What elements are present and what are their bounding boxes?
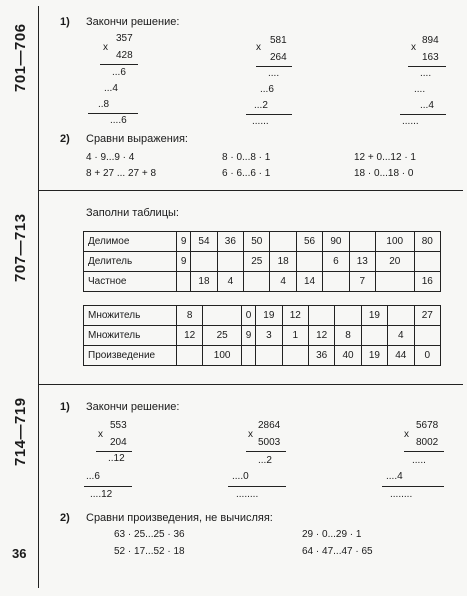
rule <box>382 486 444 487</box>
table-row <box>84 306 441 326</box>
left-rule <box>38 6 39 588</box>
table-cell <box>177 346 203 366</box>
partial-1: .... <box>268 68 280 79</box>
table-cell: 18 <box>270 252 296 272</box>
partial-1: ..12 <box>108 453 125 464</box>
table-cell: 19 <box>361 346 387 366</box>
multiply-sign: x <box>248 429 253 440</box>
comparison: 64 · 47...47 · 65 <box>302 546 373 557</box>
product: ....12 <box>90 489 113 500</box>
product: ...... <box>252 116 269 127</box>
table-cell <box>203 306 242 326</box>
table-cell <box>361 326 387 346</box>
task-number: 1) <box>60 401 70 413</box>
section-range-1: 701—706 <box>12 23 29 92</box>
table-cell: 36 <box>217 232 243 252</box>
multiplier: 428 <box>116 50 133 61</box>
table-row <box>84 252 441 272</box>
multiplier: 264 <box>270 52 287 63</box>
partial-2: ...4 <box>104 83 118 94</box>
product: ....6 <box>110 115 127 126</box>
table-cell: 9 <box>177 252 191 272</box>
table-row <box>84 326 441 346</box>
row-header: Делитель <box>84 252 177 272</box>
table-cell: 14 <box>296 272 322 292</box>
rule <box>84 486 132 487</box>
partial-3: ..8 <box>98 99 110 110</box>
table-cell: 100 <box>376 232 415 252</box>
rule <box>246 451 286 452</box>
multiply-sign: x <box>256 42 261 53</box>
multiplicand: 5678 <box>416 420 439 431</box>
table-row <box>84 346 441 366</box>
division-table <box>83 231 441 292</box>
rule <box>400 114 446 115</box>
table-cell: 18 <box>191 272 217 292</box>
table-cell <box>241 346 255 366</box>
rule <box>228 486 286 487</box>
table-cell: 7 <box>349 272 375 292</box>
multiplicand: 581 <box>270 35 287 46</box>
row-header: Множитель <box>84 326 177 346</box>
task-title: Закончи решение: <box>86 16 180 28</box>
multiplicand: 894 <box>422 35 439 46</box>
table-cell: 40 <box>335 346 361 366</box>
table-cell: 19 <box>256 306 282 326</box>
comparison: 8 + 27 ... 27 + 8 <box>86 168 157 179</box>
table-cell: 8 <box>177 306 203 326</box>
table-cell: 90 <box>323 232 349 252</box>
page-number: 36 <box>12 546 27 561</box>
table-cell: 27 <box>414 306 440 326</box>
partial-2: ...6 <box>260 84 274 95</box>
table-cell <box>256 346 282 366</box>
rule <box>100 64 138 65</box>
table-cell: 80 <box>414 232 440 252</box>
comparison: 6 · 6...6 · 1 <box>222 168 271 179</box>
partial-2: .... <box>414 84 426 95</box>
partial-1: ...6 <box>112 67 126 78</box>
row-header: Частное <box>84 272 177 292</box>
table-cell: 54 <box>191 232 217 252</box>
multiply-sign: x <box>411 42 416 53</box>
table-cell: 20 <box>376 252 415 272</box>
divider-1 <box>38 190 463 191</box>
task-number: 2) <box>60 512 70 524</box>
rule <box>96 451 132 452</box>
comparison: 52 · 17...52 · 18 <box>114 546 185 557</box>
partial-1: ...2 <box>258 455 272 466</box>
section-range-3: 714—719 <box>12 397 29 466</box>
table-cell: 56 <box>296 232 322 252</box>
table-cell: 25 <box>244 252 270 272</box>
table-cell <box>296 252 322 272</box>
table-cell: 9 <box>241 326 255 346</box>
table-cell: 25 <box>203 326 242 346</box>
rule <box>256 66 292 67</box>
table-cell: 50 <box>244 232 270 252</box>
divider-2 <box>38 384 463 385</box>
comparison: 63 · 25...25 · 36 <box>114 529 185 540</box>
table-cell <box>308 306 334 326</box>
partial-3: ...4 <box>420 100 434 111</box>
table-row <box>84 272 441 292</box>
row-header: Множитель <box>84 306 177 326</box>
comparison: 12 + 0...12 · 1 <box>354 152 416 163</box>
multiply-sign: x <box>404 429 409 440</box>
table-cell: 12 <box>308 326 334 346</box>
table-cell <box>270 232 296 252</box>
comparison: 18 · 0...18 · 0 <box>354 168 414 179</box>
table-cell: 44 <box>388 346 414 366</box>
rule <box>404 451 444 452</box>
table-cell: 16 <box>414 272 440 292</box>
table-cell: 6 <box>323 252 349 272</box>
multiplier: 8002 <box>416 437 439 448</box>
table-cell: 19 <box>361 306 387 326</box>
rule <box>88 113 138 114</box>
multiplicand: 2864 <box>258 420 281 431</box>
partial-2: ....4 <box>386 471 403 482</box>
comparison: 29 · 0...29 · 1 <box>302 529 362 540</box>
product: ........ <box>390 489 413 500</box>
multiply-sign: x <box>98 429 103 440</box>
product: ........ <box>236 489 259 500</box>
table-cell <box>282 346 308 366</box>
task-title: Сравни выражения: <box>86 133 188 145</box>
partial-1: ..... <box>412 455 426 466</box>
table-cell: 100 <box>203 346 242 366</box>
table-cell: 4 <box>270 272 296 292</box>
table-cell: 0 <box>414 346 440 366</box>
table-cell: 36 <box>308 346 334 366</box>
comparison: 8 · 0...8 · 1 <box>222 152 271 163</box>
table-cell: 13 <box>349 252 375 272</box>
table-cell: 12 <box>177 326 203 346</box>
multiplicand: 553 <box>110 420 127 431</box>
rule <box>408 66 446 67</box>
table-cell: 9 <box>177 232 191 252</box>
task-title: Заполни таблицы: <box>86 207 179 219</box>
multiply-sign: x <box>103 42 108 53</box>
table-cell <box>323 272 349 292</box>
multiplier: 5003 <box>258 437 281 448</box>
table-cell <box>376 272 415 292</box>
table-cell <box>388 306 414 326</box>
task-number: 1) <box>60 16 70 28</box>
table-cell <box>244 272 270 292</box>
row-header: Делимое <box>84 232 177 252</box>
partial-2: ...6 <box>86 471 100 482</box>
table-cell: 4 <box>217 272 243 292</box>
table-cell: 8 <box>335 326 361 346</box>
multiplicand: 357 <box>116 33 133 44</box>
table-cell <box>217 252 243 272</box>
section-range-2: 707—713 <box>12 213 29 282</box>
partial-1: .... <box>420 68 432 79</box>
table-cell: 3 <box>256 326 282 346</box>
table-cell <box>191 252 217 272</box>
task-title: Закончи решение: <box>86 401 180 413</box>
table-cell <box>414 252 440 272</box>
row-header: Произведение <box>84 346 177 366</box>
multiplier: 163 <box>422 52 439 63</box>
partial-3: ...2 <box>254 100 268 111</box>
table-cell <box>177 272 191 292</box>
task-number: 2) <box>60 133 70 145</box>
table-cell: 12 <box>282 306 308 326</box>
table-cell <box>335 306 361 326</box>
table-cell: 0 <box>241 306 255 326</box>
table-cell <box>414 326 440 346</box>
comparison: 4 · 9...9 · 4 <box>86 152 135 163</box>
multiplication-table <box>83 305 441 366</box>
table-row <box>84 232 441 252</box>
table-cell: 4 <box>388 326 414 346</box>
table-cell: 1 <box>282 326 308 346</box>
multiplier: 204 <box>110 437 127 448</box>
table-cell <box>349 232 375 252</box>
product: ...... <box>402 116 419 127</box>
rule <box>246 114 292 115</box>
partial-2: ....0 <box>232 471 249 482</box>
task-title: Сравни произведения, не вычисляя: <box>86 512 273 524</box>
